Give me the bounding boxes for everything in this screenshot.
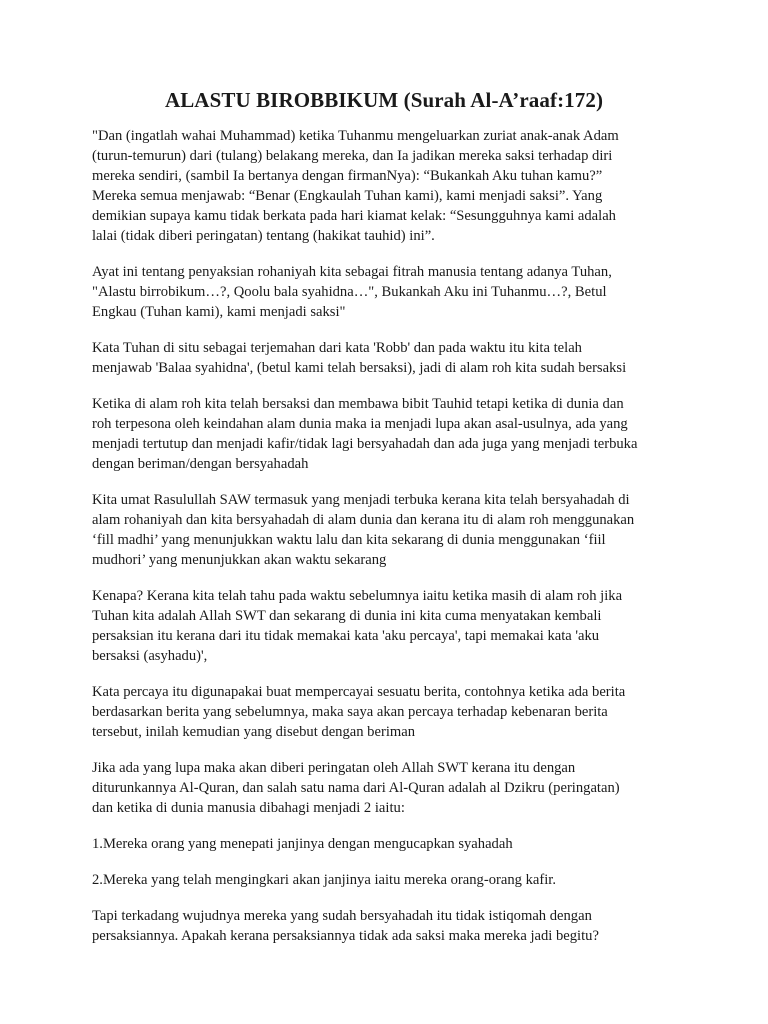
paragraph-3: Kata Tuhan di situ sebagai terjemahan dari kata 'Robb' dan pada waktu itu kita telah menjawab 'Balaa syahidna', (betul kami telah bersaksi), jadi di alam roh kita sudah bersaksi (92, 340, 627, 376)
document-title: ALASTU BIROBBIKUM (Surah Al-A’raaf:172) (164, 88, 604, 112)
paragraph-4: Ketika di alam roh kita telah bersaksi dan membawa bibit Tauhid tetapi ketika di dunia dan roh terpesona oleh keindahan alam dunia maka ia menjadi lupa akan asal-usulnya, ada yang menjadi tertutup dan menjadi kafir/tidak lagi bersyahadah dan ada juga yang menjadi terbuka dengan beriman/dengan bersyahadah (92, 396, 638, 472)
paragraph-9: Tapi terkadang wujudnya mereka yang sudah bersyahadah itu tidak istiqomah dengan persaksiannya. Apakah kerana persaksiannya tidak ada saksi maka mereka jadi begitu? (92, 908, 599, 944)
paragraph-6: Kenapa? Kerana kita telah tahu pada waktu sebelumnya iaitu ketika masih di alam roh jika Tuhan kita adalah Allah SWT dan sekarang di dunia ini kita cuma menyatakan kembali persaksian itu kerana dari itu tidak memakai kata 'aku percaya', tapi memakai kata 'aku bersaksi (asyhadu)', (92, 588, 623, 664)
paragraph-5: Kita umat Rasulullah SAW termasuk yang menjadi terbuka kerana kita telah bersyahadah di alam rohaniyah dan kita bersyahadah di alam dunia dan kerana itu di alam roh menggunakan ‘fill madhi’ yang menunjukkan waktu lalu dan kita sekarang di dunia menggunakan ‘fiil mudhori’ yang menunjukkan akan waktu sekarang (92, 492, 635, 568)
paragraph-2: Ayat ini tentang penyaksian rohaniyah kita sebagai fitrah manusia tentang adanya Tuhan, "Alastu birrobikum…?, Qoolu bala syahidna…", Bukankah Aku ini Tuhanmu…?, Betul Engkau (Tuhan kami), kami menjadi saksi" (92, 264, 612, 320)
paragraph-1: "Dan (ingatlah wahai Muhammad) ketika Tuhanmu mengeluarkan zuriat anak-anak Adam (turun-temurun) dari (tulang) belakang mereka, dan Ia jadikan mereka saksi terhadap diri mereka sendiri, (sambil Ia bertanya dengan firmanNya): “Bukankah Aku tuhan kamu?” Mereka semua menjawab: “Benar (Engkaulah Tuhan kami), kami menjadi saksi”. Yang demikian supaya kamu tidak berkata pada hari kiamat kelak: “Sesungguhnya kami adalah lalai (tidak diberi peringatan) tentang (hakikat tauhid) ini”. (92, 128, 619, 244)
list-item-1: 1.Mereka orang yang menepati janjinya dengan mengucapkan syahadah (92, 836, 513, 852)
document-body (92, 126, 682, 962)
paragraph-7: Kata percaya itu digunapakai buat mempercayai sesuatu berita, contohnya ketika ada berita berdasarkan berita yang sebelumnya, maka saya akan percaya terhadap kebenaran berita tersebut, inilah kemudian yang disebut dengan beriman (92, 684, 626, 740)
list-item-2: 2.Mereka yang telah mengingkari akan janjinya iaitu mereka orang-orang kafir. (92, 872, 556, 888)
paragraph-8: Jika ada yang lupa maka akan diberi peringatan oleh Allah SWT kerana itu dengan diturunkannya Al-Quran, dan salah satu nama dari Al-Quran adalah al Dzikru (peringatan) dan ketika di dunia manusia dibahagi menjadi 2 iaitu: (92, 760, 620, 816)
